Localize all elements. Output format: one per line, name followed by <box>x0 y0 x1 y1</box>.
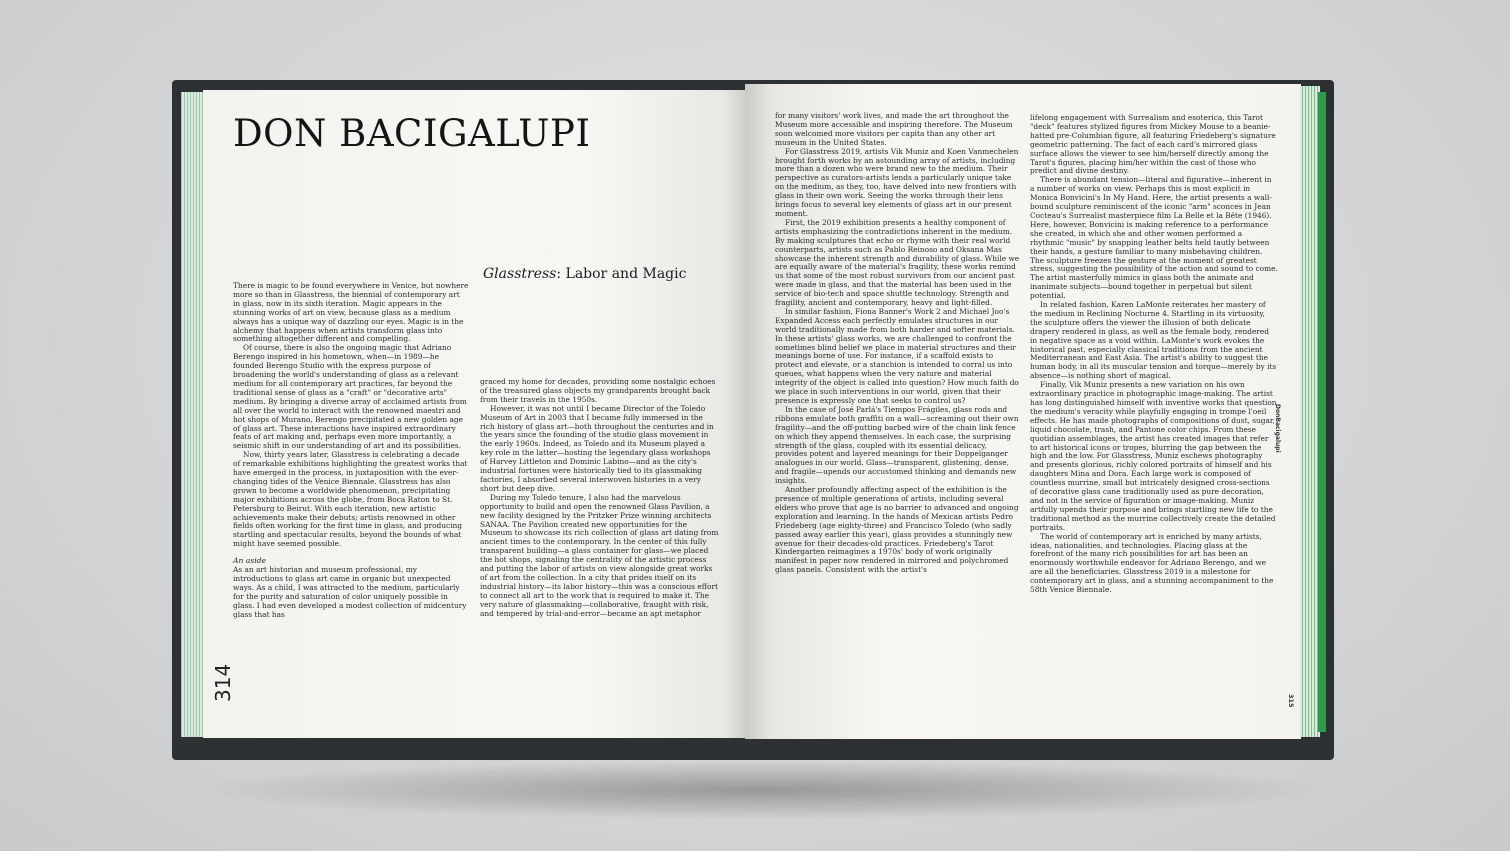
left-page-edges <box>181 92 203 737</box>
left-page <box>203 90 745 738</box>
subtitle-italic: Glasstress <box>483 266 557 282</box>
left-column-2 <box>480 378 720 618</box>
paragraph: Now, thirty years later, Glasstress is celebrating a decade of remarkable exhibitions highlighting the greatest works that have emerged in the process, in juxtaposition with the ever-changing tides of the Venice Biennale. Glasstress has also grown to become a worldwide phenomenon, precipitating major exhibitions across the globe, from Boca Raton to St. Petersburg to Beirut. With each iteration, new artistic achievements make their debuts; artists renowned in other fields often working for the first time in glass, and producing startling and spectacular results, beyond the bounds of what might have seemed possible. <box>233 450 468 549</box>
paragraph: In similar fashion, Fiona Banner's Work 2 and Michael Joo's Expanded Access each perfectly emulates structures in our world traditionally made from both harder and softer materials. In these artists' glass works, we are challenged to confront the sometimes blind belief we place in material structures and their meanings borne of use. For instance, if a scaffold exists to protect and elevate, or a stanchion is intended to corral us into queues, what happens when the very nature and material integrity of the object is called into question? How much faith do we place in such interventions in our world, given that their presence is expressly one that seeks to control us? <box>775 306 1019 405</box>
paragraph: Of course, there is also the ongoing magic that Adriano Berengo inspired in his hometown, when—in 1989—he founded Berengo Studio with the express purpose of broadening the world's understanding of glass as a relevant medium for all contemporary art practices, far beyond the traditional sense of glass as a "craft" or "decorative arts" medium. By bringing a diverse array of acclaimed artists from all over the world to interact with the renowned maestri and hot shops of Murano, Berengo precipitated a new golden age of glass art. These interactions have inspired extraordinary feats of art making and, perhaps even more importantly, a seismic shift in our understanding of art and its possibilities. <box>233 343 467 451</box>
paragraph: For Glasstress 2019, artists Vik Muniz and Koen Vanmechelen brought forth works by an astounding array of artists, including more than a dozen who were brand new to the medium. Their perspective as curators-artists lends a particularly unique take on the medium, as they, too, have delved into new frontiers with glass in their own work. Seeing the works through their lens brings focus to several key elements of glass art in our present moment. <box>775 146 1019 218</box>
page-title: DON BACIGALUPI <box>233 112 591 155</box>
paragraph: In related fashion, Karen LaMonte reiterates her mastery of the medium in Reclining Nocturne 4. Startling in its virtuosity, the sculpture offers the viewer the illusion of both delicate drapery rendered in glass, as well as the female body, rendered in negative space as a void within. LaMonte's work evokes the historical past, especially classical traditions from the ancient Mediterranean and East Asia. The artist's ability to suggest the human body, in all its muscular tension and torque—merely by its absence—is nothing short of magical. <box>1030 300 1277 381</box>
paragraph: There is abundant tension—literal and figurative—inherent in a number of works on view. Perhaps this is most explicit in Monica Bonvicini's In My Hand. Here, the artist presents a wall-bound sculpture reminiscent of the iconic "arm" sconces in Jean Cocteau's Surrealist masterpiece film La Belle et la Bête (1946). Here, however, Bonvicini is making reference to a performance she created, in which she and other women performed a rhythmic "music" by snapping leather belts held tautly between their hands, a gesture familiar to many misbehaving children. The sculpture freezes the gesture at the moment of greatest stress, suggesting the possibility of the action and sound to come. The artist masterfully mimics in glass both the animate and inanimate subjects—bound together in perpetual but silent potential. <box>1030 175 1278 301</box>
paragraph: Another profoundly affecting aspect of the exhibition is the presence of multiple generations of artists, including several elders who prove that age is no barrier to advanced and ongoing exploration and learning. In the hands of Mexican artists Pedro Friedeberg (age eighty-three) and Francisco Toledo (who sadly passed away earlier this year), glass provides a stunningly new avenue for their decades-old practices. Friedeberg's Tarot Kindergarten reimagines a 1970s' body of work originally manifest in paper now rendered in mirrored and polychromed glass panels. Consistent with the artist's <box>775 485 1019 575</box>
left-column-1 <box>233 282 469 620</box>
paragraph: During my Toledo tenure, I also had the marvelous opportunity to build and open the renowned Glass Pavilion, a new facility designed by the Pritzker Prize winning architects SANAA. The Pavilion created new opportunities for the Museum to showcase its rich collection of glass art dating from ancient times to the contemporary. In the center of this fully transparent building—a glass container for glass—we placed the hot shops, signaling the centrality of the artistic process and putting the labor of artists on view alongside great works of art from the collection. In a city that prides itself on its industrial history—its labor history—this was a conscious effort to connect all art to the work that is required to make it. The very nature of glassmaking—collaborative, fraught with risk, and tempered by trial-and-error—became an apt metaphor <box>480 492 719 618</box>
paragraph: However, it was not until I became Director of the Toledo Museum of Art in 2003 that I became fully immersed in the rich history of glass art—both throughout the centuries and in the years since the founding of the studio glass movement in the early 1960s. Indeed, as Toledo and its Museum played a key role in the latter—hosting the legendary glass workshops of Harvey Littleton and Dominic Labino—and as the city's industrial fortunes were historically tied to its glassmaking factories, I absorbed several interwoven histories in a very short but deep dive. <box>480 403 714 493</box>
paragraph: In the case of José Parlá's Tiempos Frágiles, glass rods and ribbons emulate both graffiti on a wall—screaming out their own fragility—and the off-putting barbed wire of the chain link fence on which they append themselves. In each case, the surprising strength of the glass, coupled with its essential delicacy, provides potent and layered meanings for their Doppelganger analogues in our world. Glass—transparent, glistening, dense, and fragile—upends our accustomed thinking and demands new insights. <box>775 404 1019 486</box>
aside-heading: An aside <box>233 556 266 566</box>
paragraph: lifelong engagement with Surrealism and esoterica, this Tarot "deck" features stylized figures from Mickey Mouse to a beanie-hatted pre-Columbian figure, all featuring Friedeberg's signature geometric patterning. The fact of each card's mirrored glass surface allows the viewer to see him/herself directly among the Tarot's figures, placing him/her within the cast of those who predict and divine destiny. <box>1030 113 1276 176</box>
paragraph: graced my home for decades, providing some nostalgic echoes of the treasured glass objects my grandparents brought back from their travels in the 1950s. <box>480 377 716 404</box>
right-page-edges <box>1300 86 1320 737</box>
paragraph: for many visitors' work lives, and made the art throughout the Museum more accessible and inspiring therefore. The Museum soon welcomed more visitors per capita than any other art museum in the United States. <box>775 111 1013 147</box>
paragraph: First, the 2019 exhibition presents a healthy component of artists emphasizing the contradictions inherent in the medium. By making sculptures that echo or rhyme with their real world counterparts, artists such as Pablo Reinoso and Oksana Mas showcase the inherent strength and durability of glass. While we are equally aware of the material's fragility, these works remind us that some of the most robust survivors from our ancient past were made in glass, and that the material has been used in the service of bio-tech and space shuttle technology. Strength and fragility, ancient and contemporary, heavy and light-filled. <box>775 217 1020 308</box>
paragraph: The world of contemporary art is enriched by many artists, ideas, nationalities, and technologies. Placing glass at the forefront of the many rich possibilities for art has been an enormously worthwhile endeavor for Adriano Berengo, and we are all the beneficiaries. Glasstress 2019 is a milestone for contemporary art in glass, and a stunning accompaniment to the 58th Venice Biennale. <box>1030 531 1274 595</box>
right-column-2 <box>1030 114 1278 595</box>
running-head: DonBacigalupi <box>1274 404 1281 453</box>
paragraph: Finally, Vik Muniz presents a new variation on his own extraordinary practice in photographic image-making. The artist has long distinguished himself with inventive works that question the medium's veracity while playfully engaging in trompe l'oeil effects. He has made photographs of compositions of dust, sugar, liquid chocolate, trash, and Pantone color chips. From these quotidian assemblages, the artist has created images that refer to art historical icons or tropes, blurring the gap between the high and the low. For Glasstress, Muniz eschews photography and presents glorious, richly colored portraits of himself and his daughters Mina and Dora. Each large work is composed of countless murrine, small but intricately designed cross-sections of decorative glass cane traditionally used as pure decoration, and not in the service of figuration or image-making. Muniz artfully upends their purpose and brings startling new life to the traditional method as the murrine collectively create the detailed portraits. <box>1030 380 1277 532</box>
subtitle-rest: : Labor and Magic <box>556 266 687 282</box>
page-number-text: 314 <box>211 663 235 702</box>
right-page <box>745 84 1301 739</box>
book-shadow <box>190 760 1330 820</box>
section-subtitle <box>483 266 686 282</box>
page-number-right: 315 <box>1287 694 1295 708</box>
green-page-edge <box>1318 92 1326 732</box>
paragraph: As an art historian and museum professional, my introductions to glass art came in organic but unexpected ways. As a child, I was attracted to the medium, particularly for the purity and saturation of color uniquely possible in glass. I had even developed a modest collection of midcentury glass that has <box>233 565 467 619</box>
page-number-left <box>211 664 235 702</box>
paragraph: There is magic to be found everywhere in Venice, but nowhere more so than in Glasstress, the biennial of contemporary art in glass, now in its sixth iteration. Magic appears in the stunning works of art on view, because glass as a medium always has a unique way of dazzling our eyes. Magic is in the alchemy that happens when artists transform glass into something altogether different and compelling. <box>233 281 469 344</box>
right-column-1 <box>775 112 1021 575</box>
